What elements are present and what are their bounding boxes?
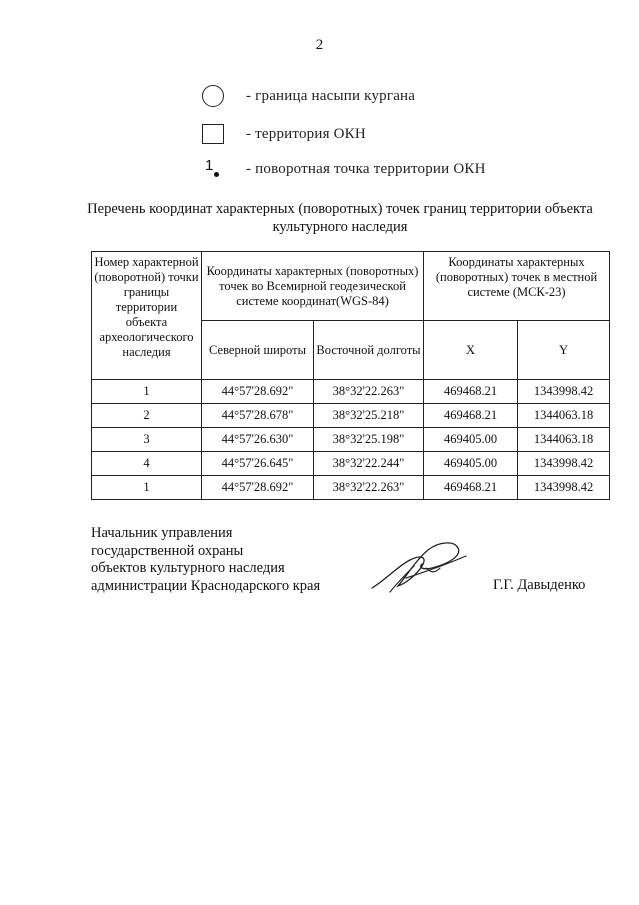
legend-text: - территория ОКН xyxy=(246,125,366,142)
table-caption: Перечень координат характерных (поворотных) точек границ территории объекта культурного наследия xyxy=(87,201,593,235)
page-number: 2 xyxy=(315,37,324,53)
header-point-number: Номер характерной (поворотной) точки границы территории объекта археологического наследия xyxy=(92,252,202,380)
legend-item-mound-boundary xyxy=(200,84,415,108)
header-wgs84: Координаты характерных (поворотных) точек во Всемирной геодезической системе координат(WGS-84) xyxy=(202,252,424,321)
signer-name: Г.Г. Давыденко xyxy=(493,577,586,593)
table-row: 1 44°57'28.692" 38°32'22.263" 469468.21 1343998.42 xyxy=(92,476,610,500)
subheader-x: X xyxy=(424,321,518,380)
table-row: 2 44°57'28.678" 38°32'25.218" 469468.21 1344063.18 xyxy=(92,404,610,428)
table-row: 3 44°57'26.630" 38°32'25.198" 469405.00 1344063.18 xyxy=(92,428,610,452)
subheader-latitude: Северной широты xyxy=(202,321,314,380)
legend-item-turning-point xyxy=(200,157,486,181)
coordinates-table xyxy=(91,251,610,500)
legend-text: - граница насыпи кургана xyxy=(246,87,416,104)
table-row: 4 44°57'26.645" 38°32'22.244" 469405.00 1343998.42 xyxy=(92,452,610,476)
signatory-title: Начальник управления государственной охраны объектов культурного наследия администрации Краснодарского края xyxy=(91,525,321,594)
legend-item-okn-territory xyxy=(200,122,366,146)
header-msk23: Координаты характерных (поворотных) точек в местной системе (МСК-23) xyxy=(424,252,610,321)
handwritten-signature xyxy=(368,538,480,596)
subheader-longitude: Восточной долготы xyxy=(314,321,424,380)
subheader-y: Y xyxy=(518,321,610,380)
legend-text: - поворотная точка территории ОКН xyxy=(246,160,486,177)
circle-icon xyxy=(202,85,224,107)
table-row: 1 44°57'28.692" 38°32'22.263" 469468.21 1343998.42 xyxy=(92,380,610,404)
point-icon: 1 xyxy=(205,157,218,174)
square-icon xyxy=(202,124,224,144)
